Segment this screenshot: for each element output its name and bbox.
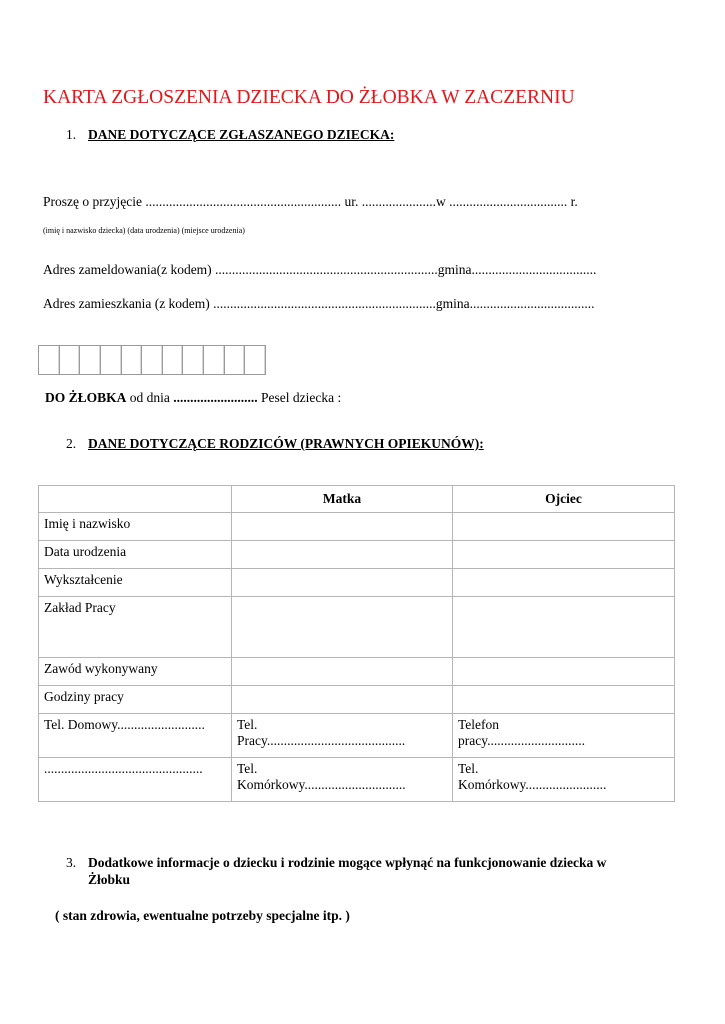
father-hours-cell[interactable] xyxy=(453,686,675,714)
table-row xyxy=(39,541,675,569)
row-label-occupation: Zawód wykonywany xyxy=(39,658,232,686)
row-label-workplace: Zakład Pracy xyxy=(39,597,232,658)
father-mobile-label: Tel. xyxy=(458,761,479,776)
row-label-name: Imię i nazwisko xyxy=(39,513,232,541)
section-1-number: 1. xyxy=(66,127,77,142)
parents-table xyxy=(38,485,675,802)
pesel-cell[interactable] xyxy=(224,346,245,374)
pesel-cell[interactable] xyxy=(79,346,100,374)
request-hint: (imię i nazwisko dziecka) (data urodzenia) (miejsce urodzenia) xyxy=(43,226,245,235)
pesel-cell[interactable] xyxy=(100,346,121,374)
section-2-number: 2. xyxy=(66,436,77,451)
pesel-cell[interactable] xyxy=(182,346,203,374)
father-mobile-cell[interactable] xyxy=(453,758,675,802)
father-work-phone-cell[interactable] xyxy=(453,714,675,758)
father-name-cell[interactable] xyxy=(453,513,675,541)
father-education-cell[interactable] xyxy=(453,569,675,597)
mother-workplace-cell[interactable] xyxy=(232,597,453,658)
pesel-label: Pesel dziecka : xyxy=(261,390,342,405)
phone-home-cell[interactable]: Tel. Domowy.......................... xyxy=(39,714,232,758)
pesel-cell[interactable] xyxy=(244,346,265,374)
pesel-cell[interactable] xyxy=(141,346,162,374)
section-1-label: DANE DOTYCZĄCE ZGŁASZANEGO DZIECKA: xyxy=(88,127,395,142)
mother-hours-cell[interactable] xyxy=(232,686,453,714)
address-registered-field[interactable]: Adres zameldowania(z kodem) ..................................................................gmina..................................... xyxy=(43,262,597,277)
mother-work-phone-cell[interactable] xyxy=(232,714,453,758)
table-row xyxy=(39,758,675,802)
father-occupation-cell[interactable] xyxy=(453,658,675,686)
section-2-label: DANE DOTYCZĄCE RODZICÓW (PRAWNYCH OPIEKUNÓW): xyxy=(88,436,484,451)
address-residence-field[interactable]: Adres zamieszkania (z kodem) ..................................................................gmina..................................... xyxy=(43,296,595,311)
admission-line xyxy=(45,390,341,406)
section-3-line-1: Dodatkowe informacje o dziecku i rodzinie mogące wpłynąć na funkcjonowanie dziecka w xyxy=(88,855,607,870)
table-header-row xyxy=(39,486,675,513)
mother-name-cell[interactable] xyxy=(232,513,453,541)
mother-mobile-label: Tel. xyxy=(237,761,258,776)
pesel-boxes[interactable] xyxy=(38,345,266,375)
section-3-number: 3. xyxy=(66,855,77,870)
page-title: KARTA ZGŁOSZENIA DZIECKA DO ŻŁOBKA W ZACZERNIU xyxy=(43,87,575,108)
table-row xyxy=(39,569,675,597)
mother-mobile-dots: Komórkowy.............................. xyxy=(237,777,406,792)
table-row xyxy=(39,513,675,541)
pesel-cell[interactable] xyxy=(121,346,142,374)
section-1-heading xyxy=(66,127,394,143)
table-row xyxy=(39,686,675,714)
admission-bold: DO ŻŁOBKA xyxy=(45,390,127,405)
father-work-phone-dots: pracy............................. xyxy=(458,733,585,748)
mother-education-cell[interactable] xyxy=(232,569,453,597)
mother-occupation-cell[interactable] xyxy=(232,658,453,686)
pesel-cell[interactable] xyxy=(162,346,183,374)
mother-mobile-cell[interactable] xyxy=(232,758,453,802)
pesel-cell[interactable] xyxy=(59,346,80,374)
phone-extra-cell[interactable]: ............................................... xyxy=(39,758,232,802)
header-empty xyxy=(39,486,232,513)
section-3-line-2: Żłobku xyxy=(88,872,131,887)
request-line[interactable]: Proszę o przyjęcie .......................................................... ur. ......................w ................................... r. xyxy=(43,194,578,209)
mother-work-phone-label: Tel. xyxy=(237,717,258,732)
section-2-heading xyxy=(66,436,484,452)
mother-birthdate-cell[interactable] xyxy=(232,541,453,569)
father-workplace-cell[interactable] xyxy=(453,597,675,658)
row-label-education: Wykształcenie xyxy=(39,569,232,597)
father-birthdate-cell[interactable] xyxy=(453,541,675,569)
admission-from: od dnia xyxy=(129,390,170,405)
table-row xyxy=(39,597,675,658)
table-row xyxy=(39,658,675,686)
mother-work-phone-dots: Pracy......................................... xyxy=(237,733,406,748)
admission-date-field[interactable]: ......................... xyxy=(173,390,258,405)
pesel-cell[interactable] xyxy=(39,346,59,374)
header-mother: Matka xyxy=(232,486,453,513)
pesel-cell[interactable] xyxy=(203,346,224,374)
header-father: Ojciec xyxy=(453,486,675,513)
row-label-hours: Godziny pracy xyxy=(39,686,232,714)
father-work-phone-label: Telefon xyxy=(458,717,500,732)
section-3-note: ( stan zdrowia, ewentualne potrzeby specjalne itp. ) xyxy=(55,908,350,923)
section-3-heading xyxy=(66,855,606,871)
father-mobile-dots: Komórkowy........................ xyxy=(458,777,607,792)
row-label-birthdate: Data urodzenia xyxy=(39,541,232,569)
table-row xyxy=(39,714,675,758)
